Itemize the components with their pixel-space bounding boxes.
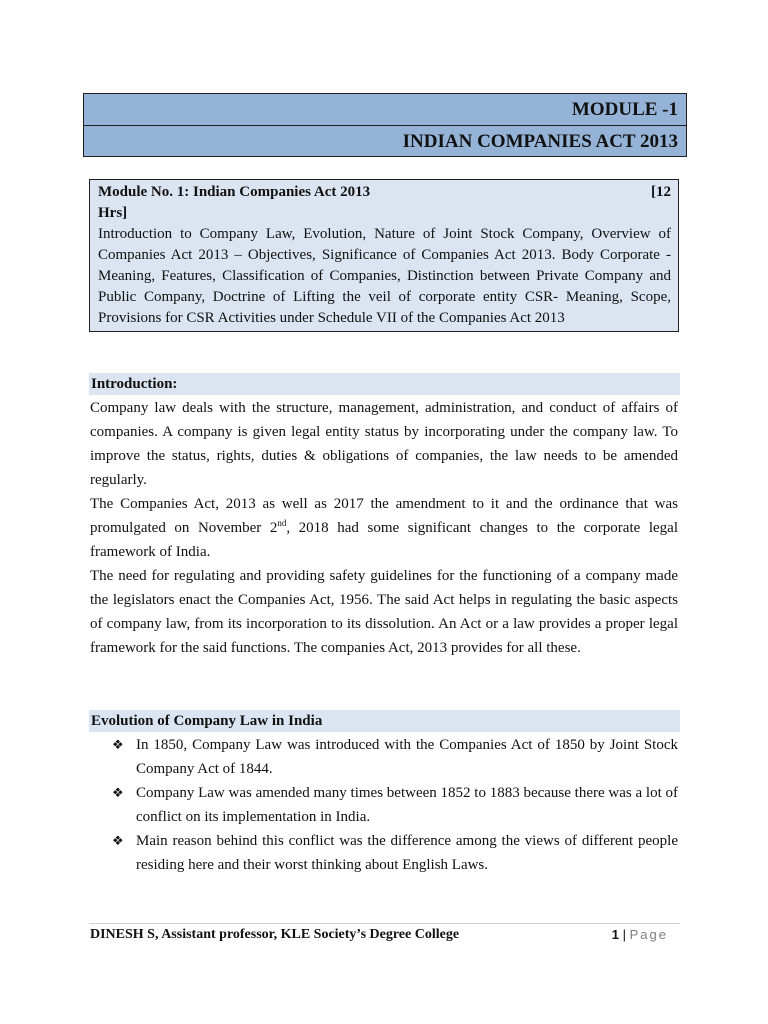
syllabus-text: Introduction to Company Law, Evolution, Nature of Joint Stock Company, Overview of Companies Act 2013 – Objectives, Significance of Companies Act 2013. Body Corporate -Meaning, Features, Classification of Companies, Distinction between Private Company and Public Company, Doctrine of Lifting the veil of corporate entity CSR- Meaning, Scope, Provisions for CSR Activities under Schedule VII of the Companies Act 2013 xyxy=(98,226,671,326)
introduction-paragraph-1: Company law deals with the structure, management, administration, and conduct of affairs of companies. A company is given legal entity status by incorporating under the company law. To improve the status, rights, duties & obligations of companies, the law needs to be amended regularly. xyxy=(90,400,678,488)
footer-author: DINESH S, Assistant professor, KLE Society’s Degree College xyxy=(90,927,460,942)
page-number: 1 xyxy=(611,927,619,942)
list-item xyxy=(110,781,678,829)
list-item-text: In 1850, Company Law was introduced with the Companies Act of 1850 by Joint Stock Company Act of 1844. xyxy=(136,737,678,777)
module-number: MODULE -1 xyxy=(84,94,686,125)
evolution-list xyxy=(110,733,678,877)
list-item-text: Company Law was amended many times between 1852 to 1883 because there was a lot of conflict on its implementation in India. xyxy=(136,785,678,825)
diamond-bullet-icon: ❖ xyxy=(112,737,124,752)
paragraph-2-start: The Companies Act, 2013 as well as 2017 the amendment to it and the ordinance that was promulgated on November 2 xyxy=(90,496,678,536)
introduction-body xyxy=(90,396,678,660)
introduction-paragraph-2 xyxy=(90,492,678,564)
list-item xyxy=(110,829,678,877)
list-item-text: Main reason behind this conflict was the difference among the views of different people residing here and their worst thinking about English Laws. xyxy=(136,833,678,873)
evolution-heading: Evolution of Company Law in India xyxy=(89,710,680,732)
page-footer xyxy=(90,926,668,944)
module-header xyxy=(83,93,687,157)
diamond-bullet-icon: ❖ xyxy=(112,785,124,800)
syllabus-hours-start: [12 xyxy=(651,184,671,200)
module-title: INDIAN COMPANIES ACT 2013 xyxy=(84,125,686,156)
syllabus-heading: Module No. 1: Indian Companies Act 2013 xyxy=(98,184,371,200)
syllabus-heading-row xyxy=(98,182,671,203)
footer-divider xyxy=(89,923,680,924)
page-indicator xyxy=(612,926,668,944)
syllabus-hours-end: Hrs] xyxy=(98,205,128,221)
list-item xyxy=(110,733,678,781)
ordinal-suffix: nd xyxy=(277,518,287,528)
paragraph-2-end: , 2018 had some significant changes to the corporate legal framework of India. xyxy=(90,520,678,560)
introduction-heading: Introduction: xyxy=(89,373,680,395)
diamond-bullet-icon: ❖ xyxy=(112,833,124,848)
page-separator: | xyxy=(622,927,626,942)
page-label: Page xyxy=(629,927,668,942)
syllabus-box xyxy=(89,179,679,332)
introduction-paragraph-3: The need for regulating and providing safety guidelines for the functioning of a company made the legislators enact the Companies Act, 1956. The said Act helps in regulating the basic aspects of company law, from its incorporation to its dissolution. An Act or a law provides a proper legal framework for the said functions. The companies Act, 2013 provides for all these. xyxy=(90,568,678,656)
